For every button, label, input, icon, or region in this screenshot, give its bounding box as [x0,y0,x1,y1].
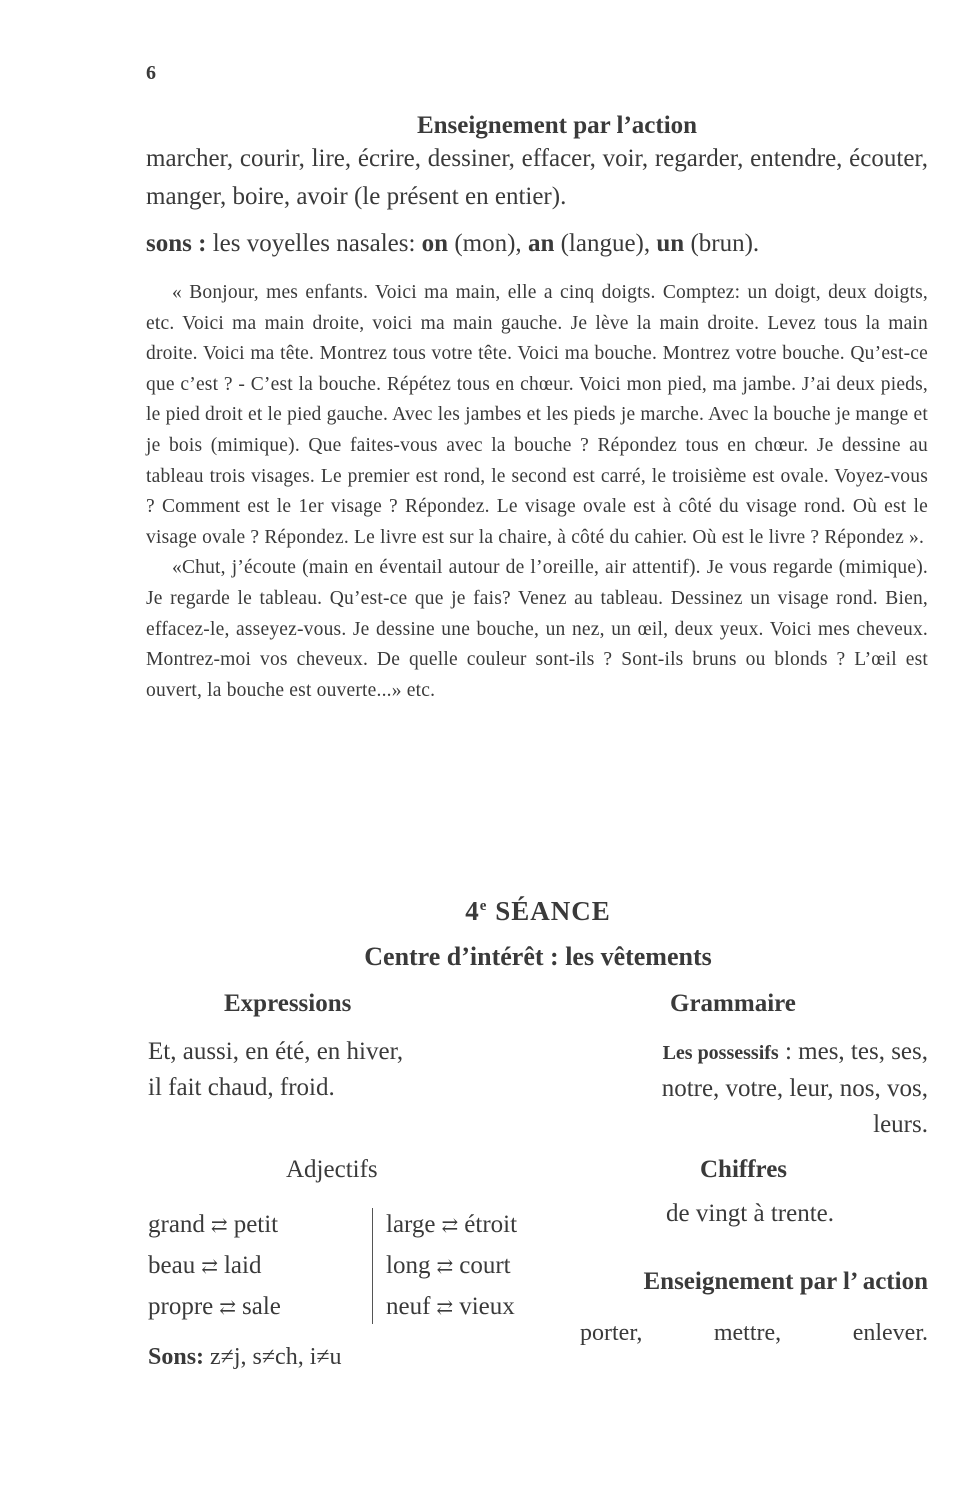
sounds-bottom-text: z≠j, s≠ch, i≠u [204,1344,342,1370]
opposite-arrow-icon: ⇄ [201,1255,218,1278]
adjective: large [386,1210,436,1238]
sound-an-example: (langue), [554,230,657,257]
grammaire-heading: Grammaire [670,990,796,1017]
possessifs-list: : mes, tes, ses, [778,1038,928,1065]
adjective: beau [148,1251,196,1279]
seance-number: 4 [465,896,480,926]
adjective: neuf [386,1292,431,1320]
opposite-arrow-icon: ⇄ [436,1296,454,1319]
vocabulary-list: marcher, courir, lire, écrire, dessiner, effacer, voir, regarder, entendre, écouter, manger, boire, avoir (le présent en entier). [146,145,928,210]
expressions-line: Et, aussi, en été, en hiver, [148,1038,404,1065]
adjective: étroit [464,1210,518,1238]
opposite-arrow-icon: ⇄ [219,1296,237,1319]
grammaire-line: leurs. [873,1111,928,1138]
grammaire-line [570,1034,928,1071]
seance-label: SÉANCE [487,896,611,926]
adjective: grand [148,1210,205,1238]
adjectifs-heading: Adjectifs [286,1156,378,1183]
grammaire-line: notre, votre, leur, nos, vos, [661,1075,928,1102]
enseignement-verbs [580,1320,928,1347]
adjectives-table [148,1204,517,1327]
seance-title [0,896,976,927]
sounds-label: sons : [146,230,207,257]
adjective-row [148,1204,517,1245]
grammaire-text [570,1034,928,1143]
adjective: sale [242,1292,281,1320]
dialogue [146,278,928,706]
page-number: 6 [146,62,156,84]
expressions-line: il fait chaud, froid. [148,1074,335,1101]
opposite-arrow-icon: ⇄ [210,1214,228,1237]
sound-on: on [421,230,449,257]
dialogue-paragraph-1: « Bonjour, mes enfants. Voici ma main, elle a cinq doigts. Comptez: un doigt, deux doigts, etc. Voici ma main droite, voici ma main gauche. Je lève la main droite. Levez tous la main droite. Voici ma tête. Montrez tous votre tête. Voici ma bouche. Montrez votre bouche. Qu’est-ce que c’est ? - C’est la bouche. Répétez tous en chœur. Voici mon pied, ma jambe. J’ai deux pieds, le pied droit et le pied gauche. Avec les jambes et les pieds je marche. Avec la bouche je mange et je bois (mimique). Que faites-vous avec la bouche ? Répondez tous en chœur. Je dessine au tableau trois visages. Le premier est rond, le second est carré, le troisième est ovale. Voyez-vous ? Comment est le 1er visage ? Répondez. Le visage ovale est à côté du visage rond. Où est le visage ovale ? Répondez. Le livre est sur la chaire, à côté du cahier. Où est le livre ? Répondez ». [146,282,928,548]
sound-on-example: (mon), [448,230,528,257]
section-title: Enseignement par l’action [416,112,698,139]
centre-interet: Centre d’intérêt : les vêtements [364,942,712,971]
verb: enlever. [852,1320,928,1346]
sounds-line [146,230,928,258]
chiffres-text: de vingt à trente. [666,1200,834,1227]
opposite-arrow-icon: ⇄ [436,1255,454,1278]
sounds-bottom-label: Sons: [148,1344,205,1370]
chiffres-heading: Chiffres [700,1156,788,1183]
sounds-text: les voyelles nasales: [206,230,422,257]
possessifs-label: Les possessifs [662,1042,779,1064]
adjective: propre [148,1292,214,1320]
dialogue-paragraph-2: «Chut, j’écoute (main en éventail autour de l’oreille, air attentif). Je vous regarde (mimique). Je regarde le tableau. Qu’est-ce que je fais? Venez au tableau. Dessinez un visage rond. Bien, effacez-le, asseyez-vous. Je dessine une bouche, un nez, un œil, deux yeux. Voici mes cheveux. Montrez-moi vos cheveux. De quelle couleur sont-ils ? Sont-ils bruns ou blonds ? L’œil est ouvert, la bouche est ouverte...» etc. [146,557,928,701]
seance-sup: e [479,898,488,914]
adjective-row [148,1245,517,1286]
sound-an: an [527,230,555,257]
opposite-arrow-icon: ⇄ [441,1214,459,1237]
verb: porter, [580,1320,643,1346]
expressions-heading: Expressions [224,990,352,1017]
sounds-bottom [148,1344,342,1371]
expressions-text [148,1034,508,1106]
adjective-row [148,1286,517,1327]
table-divider [372,1208,373,1324]
adjective: long [386,1251,431,1279]
top-section [146,112,928,706]
adjective: laid [223,1251,262,1279]
adjective: vieux [459,1292,515,1320]
adjective: petit [233,1210,279,1238]
adjective: court [459,1251,511,1279]
sound-un: un [656,230,685,257]
enseignement-heading: Enseignement par l’ action [643,1268,928,1295]
verb: mettre, [713,1320,782,1346]
sound-un-example: (brun). [684,230,760,257]
